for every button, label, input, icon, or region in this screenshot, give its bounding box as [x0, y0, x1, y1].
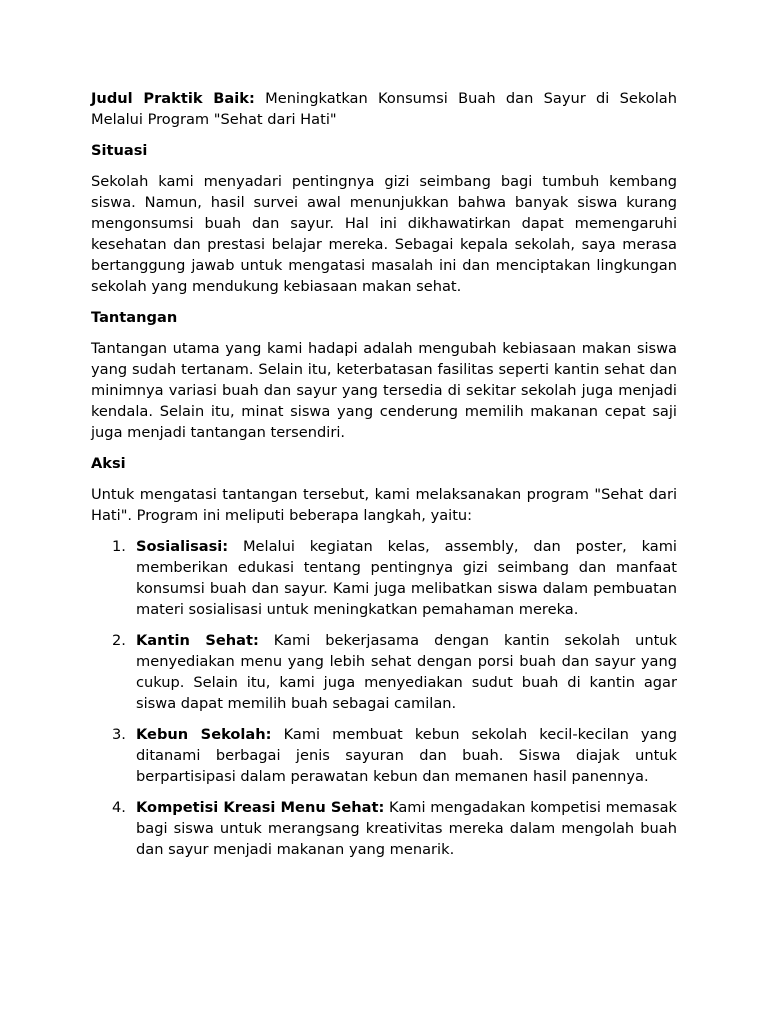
list-item-text: Kami mengadakan kompetisi memasak bagi siswa untuk merangsang kreativitas mereka dalam mengolah buah dan sayur menjadi makanan yang menarik. — [136, 799, 677, 858]
list-item-number: 1. — [112, 538, 126, 555]
list-item-number: 2. — [112, 632, 126, 649]
list-item-label: Sosialisasi: — [136, 538, 229, 555]
heading-situasi: Situasi — [91, 142, 148, 159]
list-item-number: 4. — [112, 799, 126, 816]
heading-aksi: Aksi — [91, 455, 126, 472]
list-item-label: Kantin Sehat: — [136, 632, 259, 649]
list-item — [91, 797, 677, 860]
title-text: Meningkatkan Konsumsi Buah dan Sayur di Sekolah Melalui Program "Sehat dari Hati" — [91, 90, 678, 128]
list-item-number: 3. — [112, 726, 126, 743]
document-page — [91, 88, 677, 870]
title-label: Judul Praktik Baik: — [91, 90, 255, 107]
list-item-label: Kompetisi Kreasi Menu Sehat: — [136, 799, 385, 816]
paragraph-situasi: Sekolah kami menyadari pentingnya gizi seimbang bagi tumbuh kembang siswa. Namun, hasil survei awal menunjukkan bahwa banyak siswa kurang mengonsumsi buah dan sayur. Hal ini dikhawatirkan dapat memengaruhi kesehatan dan prestasi belajar mereka. Sebagai kepala sekolah, saya merasa bertanggung jawab untuk mengatasi masalah ini dan menciptakan lingkungan sekolah yang mendukung kebiasaan makan sehat. — [91, 173, 677, 295]
paragraph-tantangan: Tantangan utama yang kami hadapi adalah mengubah kebiasaan makan siswa yang sudah tertanam. Selain itu, keterbatasan fasilitas seperti kantin sehat dan minimnya variasi buah dan sayur yang tersedia di sekitar sekolah juga menjadi kendala. Selain itu, minat siswa yang cenderung memilih makanan cepat saji juga menjadi tantangan tersendiri. — [91, 340, 677, 441]
document-title — [91, 88, 677, 130]
list-item-text: Kami membuat kebun sekolah kecil-kecilan yang ditanami berbagai jenis sayuran dan buah. Siswa diajak untuk berpartisipasi dalam perawatan kebun dan memanen hasil panennya. — [136, 726, 677, 785]
list-item — [91, 536, 677, 620]
list-item — [91, 630, 677, 714]
heading-tantangan: Tantangan — [91, 309, 178, 326]
list-item-label: Kebun Sekolah: — [136, 726, 272, 743]
list-item — [91, 724, 677, 787]
steps-list — [91, 536, 677, 860]
list-item-text: Kami bekerjasama dengan kantin sekolah untuk menyediakan menu yang lebih sehat dengan porsi buah dan sayur yang cukup. Selain itu, kami juga menyediakan sudut buah di kantin agar siswa dapat memilih buah sebagai camilan. — [136, 632, 678, 712]
list-item-text: Melalui kegiatan kelas, assembly, dan poster, kami memberikan edukasi tentang pentingnya gizi seimbang dan manfaat konsumsi buah dan sayur. Kami juga melibatkan siswa dalam pembuatan materi sosialisasi untuk meningkatkan pemahaman mereka. — [136, 538, 677, 618]
paragraph-aksi-intro: Untuk mengatasi tantangan tersebut, kami melaksanakan program "Sehat dari Hati". Program ini meliputi beberapa langkah, yaitu: — [91, 486, 677, 524]
